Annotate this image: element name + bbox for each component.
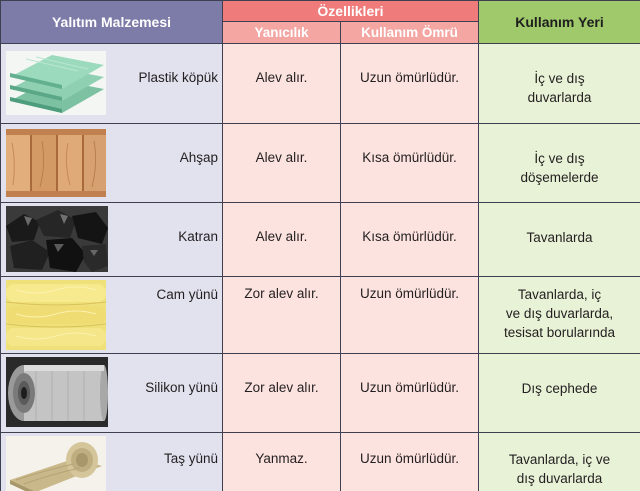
material-cell: [1, 124, 223, 203]
material-cell: [1, 277, 223, 354]
usage-cell: [479, 433, 640, 491]
stone-wool-image: [6, 436, 106, 491]
flammability-value: Alev alır.: [255, 70, 308, 85]
lifetime-cell: [341, 44, 479, 124]
glass-wool-image: [6, 280, 106, 350]
material-name: Plastik köpük: [138, 70, 218, 85]
table-row: [1, 44, 640, 124]
lifetime-cell: [341, 354, 479, 433]
lifetime-value: Kısa ömürlüdür.: [362, 150, 457, 165]
usage-cell: [479, 44, 640, 124]
lifetime-cell: [341, 277, 479, 354]
usage-line: dış duvarlarda: [516, 471, 603, 486]
header-lifetime: Kullanım Ömrü: [341, 22, 479, 44]
header-properties: Özellikleri: [223, 1, 479, 22]
usage-cell: [479, 354, 640, 433]
table-row: [1, 433, 640, 491]
usage-line: Dış cephede: [521, 381, 598, 396]
flammability-cell: [223, 354, 341, 433]
material-name: Ahşap: [179, 150, 218, 165]
header-usage: Kullanım Yeri: [479, 1, 640, 44]
flammability-value: Zor alev alır.: [244, 286, 319, 301]
lifetime-value: Uzun ömürlüdür.: [359, 70, 460, 85]
flammability-cell: [223, 277, 341, 354]
material-cell: [1, 354, 223, 433]
usage-line: Tavanlarda, iç: [517, 287, 602, 302]
usage-line: İç ve dış: [534, 71, 585, 86]
flammability-cell: [223, 124, 341, 203]
lifetime-value: Uzun ömürlüdür.: [359, 380, 460, 395]
usage-line: döşemelerde: [520, 170, 599, 185]
header-material: Yalıtım Malzemesi: [1, 1, 223, 44]
wood-image: [6, 129, 106, 197]
silicone-wool-image: [6, 357, 108, 427]
material-cell: [1, 44, 223, 124]
material-name: Katran: [178, 229, 218, 244]
material-name: Cam yünü: [156, 287, 218, 302]
lifetime-cell: [341, 203, 479, 277]
flammability-cell: [223, 203, 341, 277]
flammability-cell: [223, 433, 341, 491]
flammability-value: Yanmaz.: [255, 451, 308, 466]
material-cell: [1, 433, 223, 491]
table-row: [1, 354, 640, 433]
material-name: Taş yünü: [163, 451, 218, 466]
usage-line: duvarlarda: [527, 90, 592, 105]
tar-image: [6, 206, 108, 272]
table-row: [1, 203, 640, 277]
header-flammability: Yanıcılık: [223, 22, 341, 44]
table-row: [1, 124, 640, 203]
flammability-value: Zor alev alır.: [244, 380, 319, 395]
usage-line: İç ve dış: [534, 151, 585, 166]
lifetime-value: Uzun ömürlüdür.: [359, 451, 460, 466]
usage-cell: [479, 124, 640, 203]
table-row: [1, 277, 640, 354]
usage-line: Tavanlarda: [526, 230, 593, 245]
usage-line: ve dış duvarlarda,: [505, 306, 614, 321]
usage-cell: [479, 277, 640, 354]
material-cell: [1, 203, 223, 277]
material-name: Silikon yünü: [145, 380, 218, 395]
plastic-foam-image: [6, 51, 106, 115]
flammability-value: Alev alır.: [255, 229, 308, 244]
usage-cell: [479, 203, 640, 277]
lifetime-cell: [341, 433, 479, 491]
flammability-value: Alev alır.: [255, 150, 308, 165]
lifetime-cell: [341, 124, 479, 203]
usage-line: tesisat borularında: [503, 325, 616, 340]
usage-line: Tavanlarda, iç ve: [508, 452, 611, 467]
lifetime-value: Kısa ömürlüdür.: [362, 229, 457, 244]
flammability-cell: [223, 44, 341, 124]
lifetime-value: Uzun ömürlüdür.: [359, 286, 460, 301]
